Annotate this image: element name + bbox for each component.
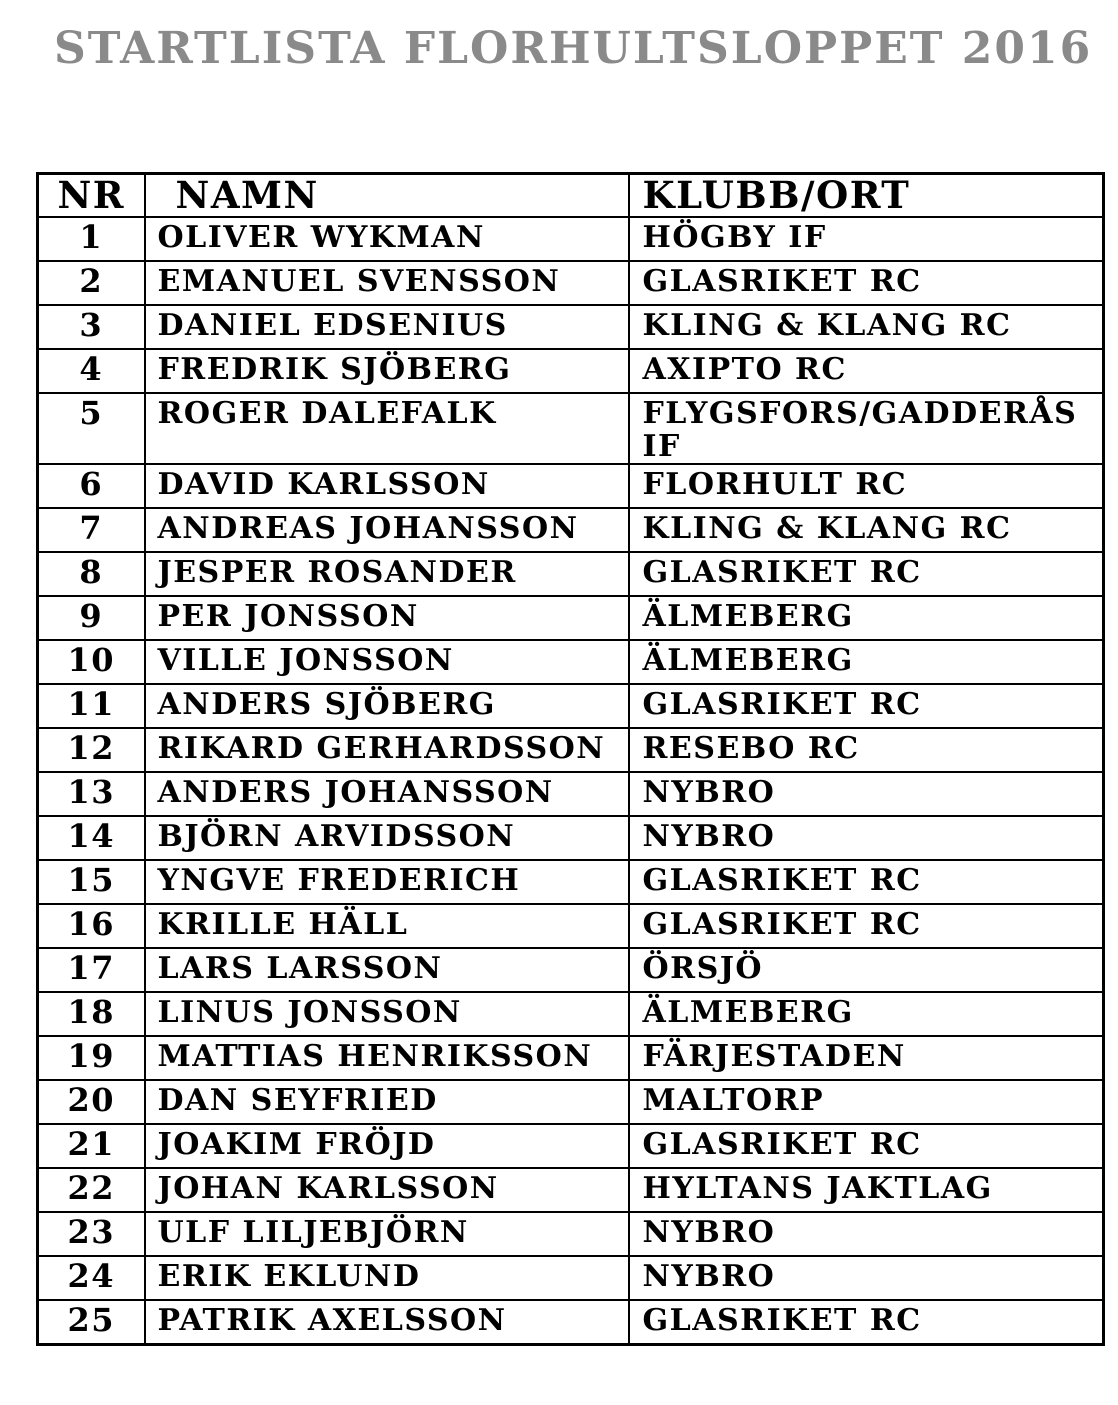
table-row [38,1036,1104,1080]
club-name: KLING & KLANG RC [629,508,1104,552]
table-row [38,948,1104,992]
club-name: GLASRIKET RC [629,1300,1104,1345]
table-row [38,904,1104,948]
club-name: RESEBO RC [629,728,1104,772]
rider-name: VILLE JONSSON [145,640,629,684]
row-number: 20 [38,1080,145,1124]
row-number: 18 [38,992,145,1036]
row-number: 4 [38,349,145,393]
club-name: GLASRIKET RC [629,904,1104,948]
rider-name: KRILLE HÄLL [145,904,629,948]
column-header-nr: NR [38,174,145,218]
club-name: GLASRIKET RC [629,860,1104,904]
row-number: 14 [38,816,145,860]
rider-name: PER JONSSON [145,596,629,640]
table-row [38,992,1104,1036]
row-number: 22 [38,1168,145,1212]
rider-name: ULF LILJEBJÖRN [145,1212,629,1256]
table-row [38,816,1104,860]
club-name: FÄRJESTADEN [629,1036,1104,1080]
table-row [38,464,1104,508]
rider-name: YNGVE FREDERICH [145,860,629,904]
rider-name: BJÖRN ARVIDSSON [145,816,629,860]
table-header [38,174,1104,218]
rider-name: JOAKIM FRÖJD [145,1124,629,1168]
table-row [38,508,1104,552]
table-row [38,1080,1104,1124]
table-row [38,1300,1104,1345]
table-row [38,393,1104,464]
row-number: 3 [38,305,145,349]
rider-name: LINUS JONSSON [145,992,629,1036]
rider-name: EMANUEL SVENSSON [145,261,629,305]
table-row [38,349,1104,393]
club-name: NYBRO [629,772,1104,816]
table-row [38,552,1104,596]
row-number: 2 [38,261,145,305]
club-name: NYBRO [629,1256,1104,1300]
club-name: GLASRIKET RC [629,261,1104,305]
rider-name: ANDERS JOHANSSON [145,772,629,816]
table-row [38,1124,1104,1168]
rider-name: PATRIK AXELSSON [145,1300,629,1345]
club-name: GLASRIKET RC [629,552,1104,596]
club-name: AXIPTO RC [629,349,1104,393]
table-row [38,217,1104,261]
club-name: GLASRIKET RC [629,684,1104,728]
club-name: MALTORP [629,1080,1104,1124]
rider-name: DAVID KARLSSON [145,464,629,508]
row-number: 24 [38,1256,145,1300]
rider-name: OLIVER WYKMAN [145,217,629,261]
club-name: FLYGSFORS/GADDERÅS IF [629,393,1104,464]
rider-name: MATTIAS HENRIKSSON [145,1036,629,1080]
row-number: 21 [38,1124,145,1168]
row-number: 5 [38,393,145,464]
row-number: 12 [38,728,145,772]
row-number: 6 [38,464,145,508]
club-name: ÄLMEBERG [629,640,1104,684]
rider-name: JESPER ROSANDER [145,552,629,596]
row-number: 10 [38,640,145,684]
row-number: 13 [38,772,145,816]
table-row [38,1168,1104,1212]
club-name: GLASRIKET RC [629,1124,1104,1168]
rider-name: DAN SEYFRIED [145,1080,629,1124]
club-name: ÖRSJÖ [629,948,1104,992]
row-number: 23 [38,1212,145,1256]
club-name: NYBRO [629,1212,1104,1256]
table-row [38,860,1104,904]
rider-name: ANDREAS JOHANSSON [145,508,629,552]
row-number: 19 [38,1036,145,1080]
rider-name: ROGER DALEFALK [145,393,629,464]
row-number: 11 [38,684,145,728]
table-row [38,1212,1104,1256]
row-number: 17 [38,948,145,992]
row-number: 9 [38,596,145,640]
table-row [38,261,1104,305]
table-row [38,772,1104,816]
rider-name: JOHAN KARLSSON [145,1168,629,1212]
header-row [38,174,1104,218]
club-name: NYBRO [629,816,1104,860]
rider-name: DANIEL EDSENIUS [145,305,629,349]
column-header-namn: NAMN [145,174,629,218]
table-row [38,305,1104,349]
row-number: 15 [38,860,145,904]
club-name: ÄLMEBERG [629,596,1104,640]
rider-name: RIKARD GERHARDSSON [145,728,629,772]
row-number: 1 [38,217,145,261]
club-name: ÄLMEBERG [629,992,1104,1036]
table-row [38,684,1104,728]
club-name: KLING & KLANG RC [629,305,1104,349]
row-number: 25 [38,1300,145,1345]
table-row [38,1256,1104,1300]
table-row [38,596,1104,640]
rider-name: FREDRIK SJÖBERG [145,349,629,393]
rider-name: LARS LARSSON [145,948,629,992]
column-header-klubb: KLUBB/ORT [629,174,1104,218]
startlist-rows [38,217,1104,1345]
club-name: FLORHULT RC [629,464,1104,508]
club-name: HÖGBY IF [629,217,1104,261]
table-row [38,728,1104,772]
table-row [38,640,1104,684]
club-name: HYLTANS JAKTLAG [629,1168,1104,1212]
row-number: 16 [38,904,145,948]
startlist-table [36,172,1105,1346]
rider-name: ANDERS SJÖBERG [145,684,629,728]
row-number: 8 [38,552,145,596]
rider-name: ERIK EKLUND [145,1256,629,1300]
page-title: STARTLISTA FLORHULTSLOPPET 2016 [54,23,1093,74]
row-number: 7 [38,508,145,552]
